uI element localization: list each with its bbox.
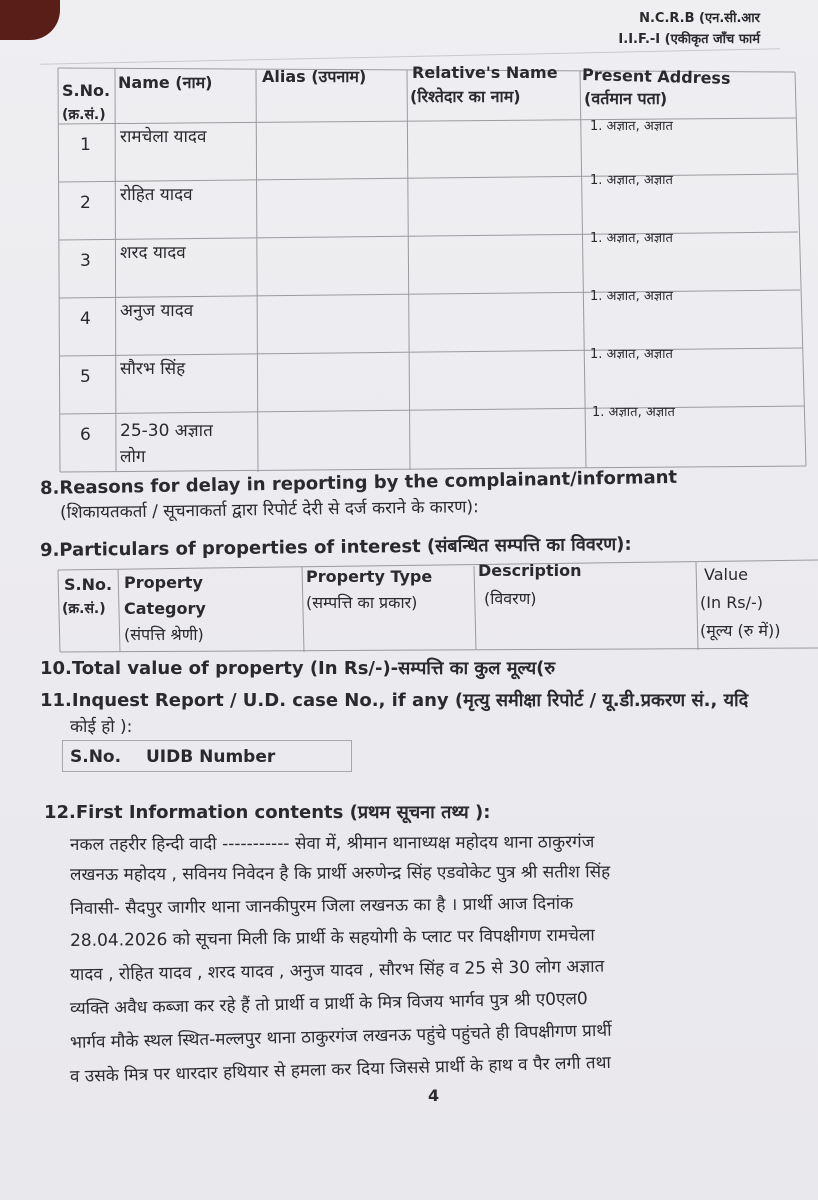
row-name: शरद यादव [120, 243, 186, 263]
row-sno: 1 [80, 135, 91, 155]
col-sno-header: S.No. [62, 81, 111, 100]
prop-col-description-hi: (विवरण) [484, 589, 537, 608]
fir-line-7: भार्गव मौके स्थल स्थित-मल्लपुर थाना ठाकुरगंज लखनऊ पहुंचे पहुंचते ही विपक्षीगण प्रार्थी [69, 1020, 612, 1053]
prop-col-sno-hi: (क्र.सं.) [62, 601, 106, 617]
uidb-col-number: UIDB Number [146, 747, 276, 767]
col-relative-header: Relative's Name [412, 63, 558, 82]
row-sno: 5 [80, 367, 91, 387]
row-name-line-2: लोग [120, 447, 146, 467]
prop-col-category-hi: (संपत्ति श्रेणी) [124, 625, 204, 644]
prop-col-description: Description [478, 561, 582, 580]
row-address: 1. अज्ञात, अज्ञात [592, 405, 675, 420]
col-alias-header: Alias (उपनाम) [262, 67, 367, 86]
section-8-title: 8.Reasons for delay in reporting by the complainant/informant [39, 466, 678, 499]
uidb-col-sno: S.No. [70, 747, 122, 767]
fir-line-6: व्यक्ति अवैध कब्जा कर रहे हैं तो प्रार्थी व प्रार्थी के मित्र विजय भार्गव पुत्र श्री ए0एल0 [69, 989, 588, 1019]
prop-col-type: Property Type [306, 567, 433, 586]
row-sno: 2 [80, 193, 91, 213]
prop-col-value: Value [704, 565, 748, 584]
col-sno-header-hi: (क्र.सं.) [62, 107, 106, 123]
row-name: अनुज यादव [120, 301, 194, 321]
col-address-header: Present Address [581, 65, 731, 88]
prop-col-category: Property [124, 573, 203, 592]
fir-line-8: व उसके मित्र पर धारदार हथियार से हमला कर दिया जिससे प्रार्थी के हाथ व पैर लगी तथा [69, 1052, 612, 1087]
fir-line-5: यादव , रोहित यादव , शरद यादव , अनुज यादव , सौरभ सिंह व 25 से 30 लोग अज्ञात [69, 956, 605, 985]
section-12-title: 12.First Information contents (प्रथम सूचना तथ्य ): [44, 802, 491, 823]
section-11-title-2: कोई हो ): [70, 717, 133, 737]
row-name: रामचेला यादव [120, 127, 207, 147]
fir-line-3: निवासी- सैदपुर जागीर थाना जानकीपुरम जिला लखनऊ का है । प्रार्थी आज दिनांक [69, 893, 574, 919]
col-address-header-hi: (वर्तमान पता) [584, 89, 668, 108]
page-number: 4 [428, 1086, 440, 1105]
col-name-header: Name (नाम) [118, 73, 213, 92]
prop-col-value-hi: (मूल्य (रु में)) [700, 621, 781, 640]
row-address: 1. अज्ञात, अज्ञात [590, 289, 673, 304]
prop-col-sno: S.No. [64, 575, 113, 594]
row-address: 1. अज्ञात, अज्ञात [590, 231, 673, 246]
row-address: 1. अज्ञात, अज्ञात [590, 347, 673, 362]
prop-col-value-2: (In Rs/-) [700, 593, 764, 612]
row-name: सौरभ सिंह [120, 359, 186, 379]
prop-col-category-2: Category [124, 599, 206, 618]
section-9-title: 9.Particulars of properties of interest (संबन्धित सम्पत्ति का विवरण): [39, 533, 632, 561]
row-address: 1. अज्ञात, अज्ञात [590, 119, 673, 134]
header-line-1: N.C.R.B (एन.सी.आर [639, 11, 760, 26]
fir-line-1: नकल तहरीर हिन्दी वादी ----------- सेवा में, श्रीमान थानाध्यक्ष महोदय थाना ठाकुरगंज [69, 832, 595, 855]
row-name: रोहित यादव [120, 185, 193, 205]
section-10-title: 10.Total value of property (In Rs/-)-सम्पत्ति का कुल मूल्य(रु [40, 658, 556, 679]
col-relative-header-hi: (रिश्तेदार का नाम) [410, 87, 521, 106]
row-sno: 4 [80, 309, 91, 329]
row-address: 1. अज्ञात, अज्ञात [590, 173, 673, 188]
row-sno: 6 [80, 425, 91, 445]
section-8-subtitle: (शिकायतकर्ता / सूचनाकर्ता द्वारा रिपोर्ट देरी से दर्ज कराने के कारण): [59, 497, 479, 523]
section-11-title: 11.Inquest Report / U.D. case No., if any (मृत्यु समीक्षा रिपोर्ट / यू.डी.प्रकरण सं., यदि [40, 690, 749, 711]
header-line-2: I.I.F.-I (एकीकृत जाँच फार्म [618, 32, 760, 47]
fir-line-2: लखनऊ महोदय , सविनय निवेदन है कि प्रार्थी अरुणेन्द्र सिंह एडवोकेट पुत्र श्री सतीश सिंह [69, 862, 611, 885]
row-sno: 3 [80, 251, 91, 271]
prop-col-type-hi: (सम्पत्ति का प्रकार) [306, 593, 418, 612]
row-name: 25-30 अज्ञात [120, 421, 213, 441]
fir-line-4: 28.04.2026 को सूचना मिली कि प्रार्थी के सहयोगी के प्लाट पर विपक्षीगण रामचेला [69, 925, 595, 951]
